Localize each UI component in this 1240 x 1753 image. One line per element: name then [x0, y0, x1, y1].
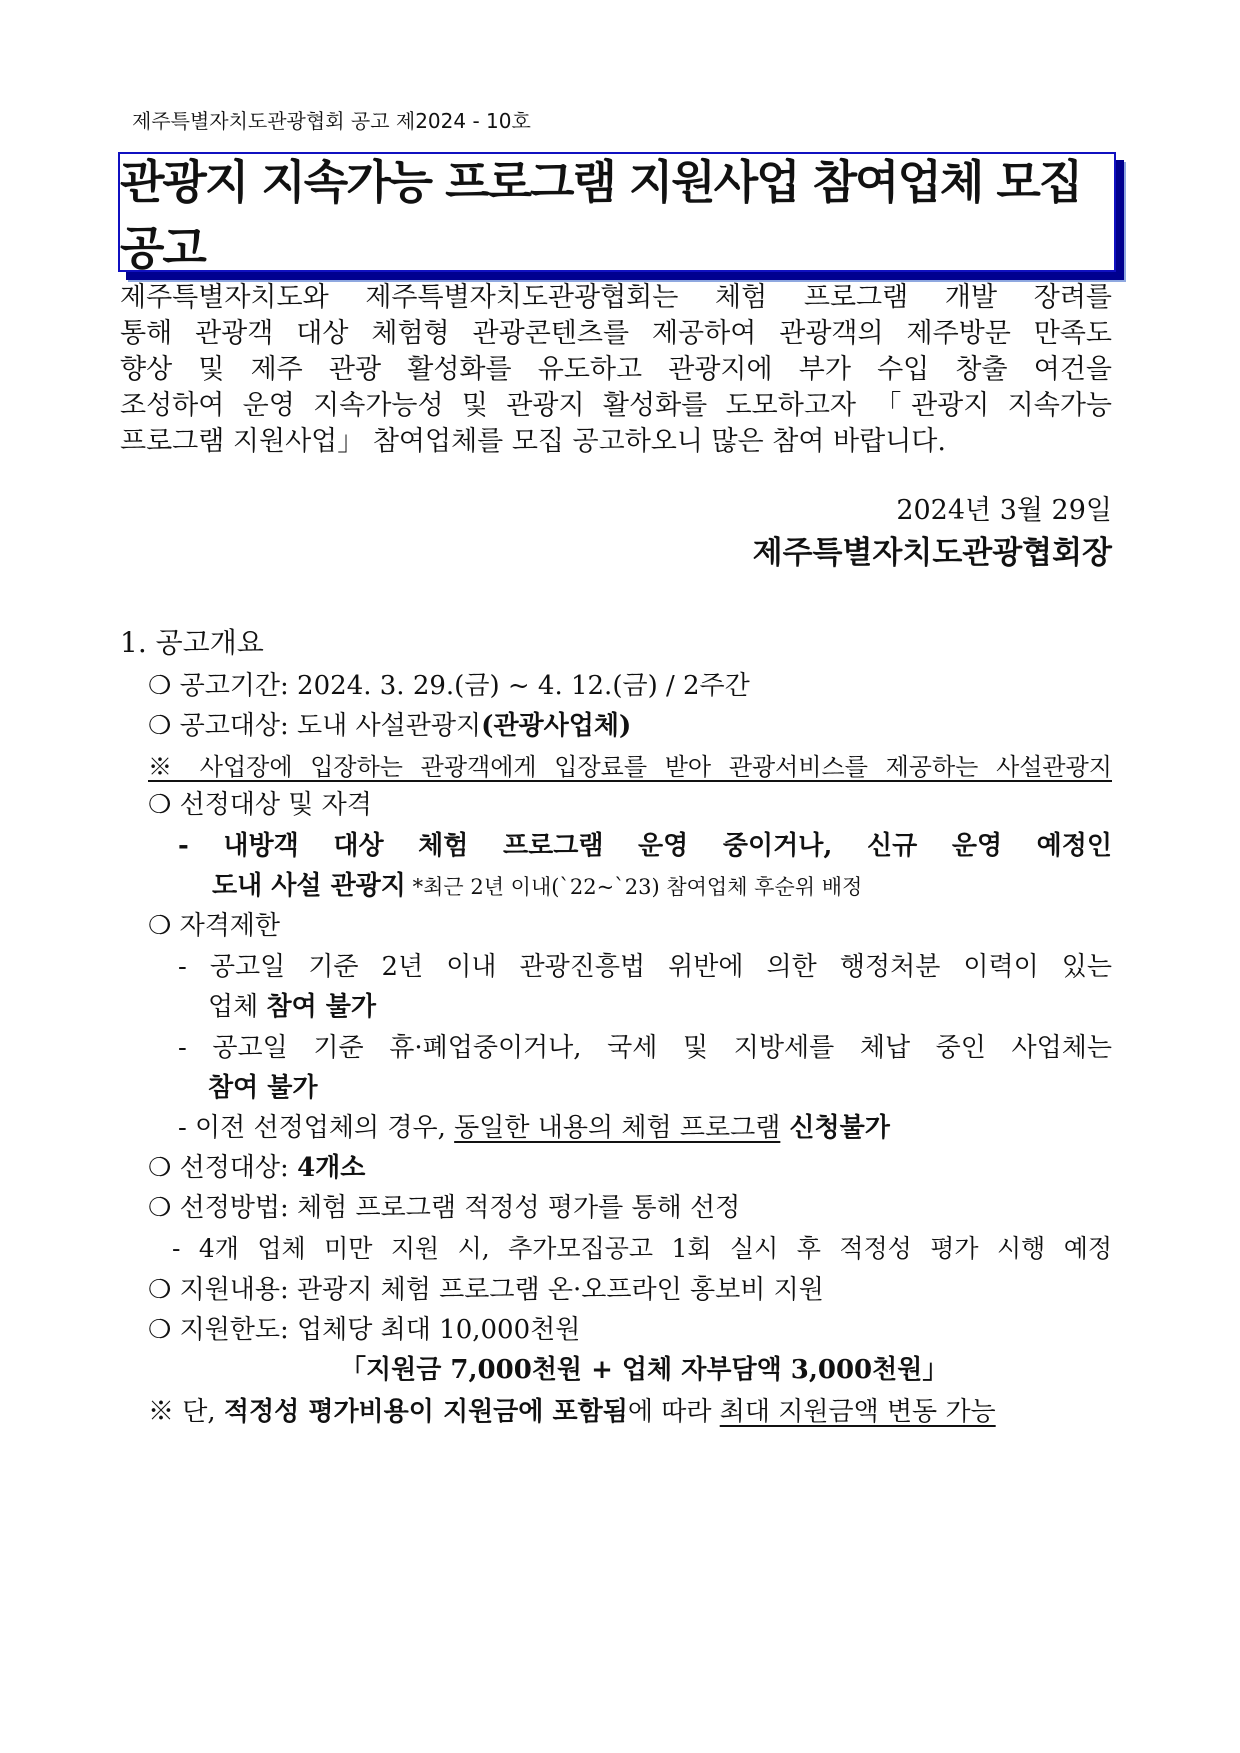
intro-line: 제주특별자치도와 제주특별자치도관광협회는 체험 프로그램 개발 장려를	[120, 282, 1112, 313]
target-bold: (관광사업체)	[481, 711, 632, 741]
restriction-line	[178, 1111, 890, 1145]
restriction-underlined: 동일한 내용의 체험 프로그램	[454, 1113, 781, 1143]
restriction-line: 참여 불가	[208, 1073, 318, 1103]
restriction-text: 업체	[208, 992, 267, 1022]
method-note: - 4개 업체 미만 지원 시, 추가모집공고 1회 실시 후 적정성 평가 시행 예정	[172, 1234, 1112, 1263]
page-title: 관광지 지속가능 프로그램 지원사업 참여업체 모집공고	[120, 155, 1082, 275]
note-item: ※ 사업장에 입장하는 관광객에게 입장료를 받아 관광서비스를 제공하는 사설관광지	[148, 753, 1112, 781]
note-text: 에 따라	[627, 1397, 720, 1427]
intro-line: 통해 관광객 대상 체험형 관광콘텐츠를 제공하여 관광객의 제주방문 만족도	[120, 318, 1112, 349]
intro-line: 향상 및 제주 관광 활성화를 유도하고 관광지에 부가 수입 창출 여건을	[120, 354, 1112, 385]
method-item: ❍ 선정방법: 체험 프로그램 적정성 평가를 통해 선정	[148, 1193, 741, 1223]
restriction-line: - 공고일 기준 2년 이내 관광진흥법 위반에 의한 행정처분 이력이 있는	[178, 952, 1112, 982]
restriction-heading: ❍ 자격제한	[148, 911, 281, 941]
selection-line: - 내방객 대상 체험 프로그램 운영 중이거나, 신규 운영 예정인	[178, 831, 1112, 861]
content-item: ❍ 지원내용: 관광지 체험 프로그램 온·오프라인 홍보비 지원	[148, 1275, 824, 1305]
restriction-text: - 이전 선정업체의 경우,	[178, 1113, 455, 1143]
issuer: 제주특별자치도관광협회장	[752, 535, 1112, 571]
note-underlined: 최대 지원금액 변동 가능	[719, 1397, 996, 1427]
restriction-line: - 공고일 기준 휴·폐업중이거나, 국세 및 지방세를 체납 중인 사업체는	[178, 1033, 1112, 1063]
selection-line	[212, 869, 862, 904]
count-item	[148, 1151, 365, 1185]
limit-item: ❍ 지원한도: 업체당 최대 10,000천원	[148, 1315, 581, 1345]
selection-note: *최근 2년 이내(`22~`23) 참여업체 후순위 배정	[405, 875, 863, 899]
announcement-date: 2024년 3월 29일	[896, 495, 1112, 526]
intro-line: 프로그램 지원사업」 참여업체를 모집 공고하오니 많은 참여 바랍니다.	[120, 426, 946, 457]
limit-detail: 「지원금 7,000천원 + 업체 자부담액 3,000천원」	[340, 1355, 949, 1385]
target-text: ❍ 공고대상: 도내 사설관광지	[148, 711, 482, 741]
document-number: 제주특별자치도관광협회 공고 제2024 - 10호	[132, 109, 531, 133]
target-item	[148, 709, 631, 743]
section-heading: 1. 공고개요	[120, 626, 264, 659]
note-text: ※ 단,	[148, 1397, 224, 1427]
selection-heading: ❍ 선정대상 및 자격	[148, 790, 372, 820]
restriction-line	[208, 990, 376, 1024]
note-item	[148, 1395, 996, 1429]
intro-line: 조성하여 운영 지속가능성 및 관광지 활성화를 도모하고자 「관광지 지속가능	[120, 390, 1112, 421]
selection-bold: 도내 사설 관광지	[212, 871, 406, 901]
count-label: ❍ 선정대상:	[148, 1153, 298, 1183]
note-bold: 적정성 평가비용이 지원금에 포함됨	[223, 1397, 628, 1427]
restriction-bold: 신청불가	[780, 1113, 890, 1143]
period-item: ❍ 공고기간: 2024. 3. 29.(금) ~ 4. 12.(금) / 2주간	[148, 671, 750, 701]
title-box	[118, 152, 1116, 275]
count-value: 4개소	[297, 1153, 366, 1183]
restriction-bold: 참여 불가	[266, 992, 377, 1022]
